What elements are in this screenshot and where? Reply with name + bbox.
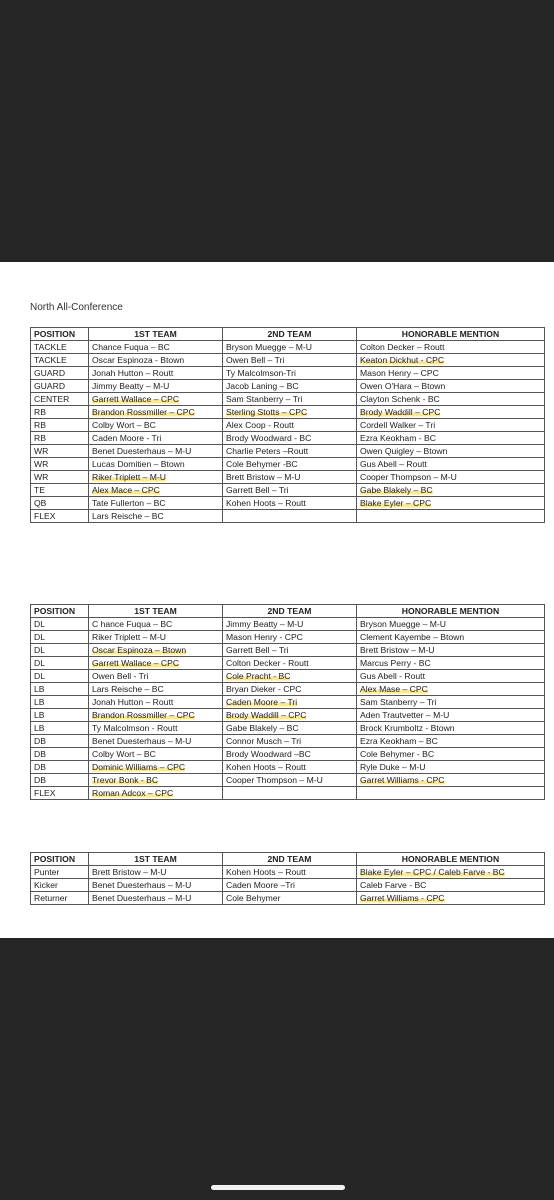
cell-text: DB [34, 736, 46, 746]
header-row [31, 328, 545, 341]
second-team-cell [223, 657, 357, 670]
table-row [31, 774, 545, 787]
cell-text: Charlie Peters –Routt [226, 446, 309, 456]
table-row [31, 644, 545, 657]
header-first-team: 1ST TEAM [89, 605, 223, 618]
position-cell [31, 393, 89, 406]
position-cell [31, 670, 89, 683]
cell-text: LB [34, 710, 45, 720]
cell-text: Ty Malcolmson - Routt [92, 723, 178, 733]
table-row [31, 722, 545, 735]
second-team-cell [223, 618, 357, 631]
cell-text: Clement Kayembe – Btown [360, 632, 465, 642]
cell-text: Blake Eyler – CPC [360, 498, 432, 508]
cell-text: Caden Moore – Tri [226, 697, 298, 707]
first-team-cell [89, 484, 223, 497]
table-row [31, 787, 545, 800]
cell-text: RB [34, 407, 46, 417]
position-cell [31, 722, 89, 735]
table-row [31, 761, 545, 774]
header-second-team: 2ND TEAM [223, 328, 357, 341]
cell-text: Brett Bristow – M-U [360, 645, 435, 655]
cell-text: RB [34, 433, 46, 443]
honorable-mention-cell [357, 484, 545, 497]
cell-text: DL [34, 632, 45, 642]
cell-text: Benet Duesterhaus – M-U [92, 446, 192, 456]
honorable-mention-cell [357, 497, 545, 510]
cell-text: Oscar Espinoza – Btown [92, 645, 187, 655]
honorable-mention-cell [357, 735, 545, 748]
second-team-cell [223, 644, 357, 657]
position-cell [31, 787, 89, 800]
second-team-cell [223, 696, 357, 709]
honorable-mention-cell [357, 510, 545, 523]
honorable-mention-cell [357, 748, 545, 761]
second-team-cell [223, 419, 357, 432]
table-row [31, 406, 545, 419]
cell-text: Garret Williams - CPC [360, 893, 445, 903]
cell-text: Gus Abell - Routt [360, 671, 425, 681]
position-cell [31, 406, 89, 419]
second-team-cell [223, 497, 357, 510]
cell-text: Gabe Blakely – BC [226, 723, 299, 733]
position-cell [31, 471, 89, 484]
cell-text: TACKLE [34, 342, 67, 352]
honorable-mention-cell [357, 445, 545, 458]
first-team-cell [89, 432, 223, 445]
second-team-cell [223, 787, 357, 800]
first-team-cell [89, 657, 223, 670]
table-row [31, 510, 545, 523]
honorable-mention-cell [357, 879, 545, 892]
cell-text: Colton Decker - Routt [226, 658, 309, 668]
first-team-cell [89, 761, 223, 774]
cell-text: Chance Fuqua – BC [92, 342, 170, 352]
cell-text: Riker Triplett – M-U [92, 472, 167, 482]
table-row [31, 367, 545, 380]
first-team-cell [89, 497, 223, 510]
table-row [31, 419, 545, 432]
cell-text: Cordell Walker – Tri [360, 420, 436, 430]
position-cell [31, 497, 89, 510]
first-team-cell [89, 354, 223, 367]
first-team-cell [89, 393, 223, 406]
second-team-cell [223, 458, 357, 471]
header-position: POSITION [31, 328, 89, 341]
first-team-cell [89, 341, 223, 354]
cell-text: Brody Woodward –BC [226, 749, 311, 759]
table-row [31, 735, 545, 748]
cell-text: Owen Quigley – Btown [360, 446, 448, 456]
cell-text: Colby Wort – BC [92, 749, 156, 759]
cell-text: Lars Reische – BC [92, 684, 164, 694]
position-cell [31, 419, 89, 432]
table-row [31, 657, 545, 670]
cell-text: Ezra Keokham – BC [360, 736, 438, 746]
cell-text: Gabe Blakely – BC [360, 485, 433, 495]
cell-text: Jonah Hutton – Routt [92, 368, 174, 378]
cell-text: CENTER [34, 394, 70, 404]
cell-text: Benet Duesterhaus – M-U [92, 880, 192, 890]
cell-text: LB [34, 684, 45, 694]
cell-text: Returner [34, 893, 68, 903]
first-team-cell [89, 644, 223, 657]
header-honorable-mention: HONORABLE MENTION [357, 605, 545, 618]
second-team-cell [223, 510, 357, 523]
cell-text: Benet Duesterhaus – M-U [92, 893, 192, 903]
cell-text: Garrett Wallace – CPC [92, 394, 180, 404]
second-team-cell [223, 866, 357, 879]
cell-text: Sam Stanberry – Tri [360, 697, 437, 707]
table-row [31, 892, 545, 905]
honorable-mention-cell [357, 432, 545, 445]
table-row [31, 380, 545, 393]
header-position: POSITION [31, 853, 89, 866]
cell-text: Mason Henry – CPC [360, 368, 439, 378]
cell-text: Bryan Dieker - CPC [226, 684, 302, 694]
cell-text: Oscar Espinoza - Btown [92, 355, 185, 365]
honorable-mention-cell [357, 866, 545, 879]
cell-text: Brody Waddill – CPC [226, 710, 307, 720]
cell-text: Jimmy Beatty – M-U [226, 619, 304, 629]
cell-text: Caden Moore - Tri [92, 433, 162, 443]
first-team-cell [89, 367, 223, 380]
cell-text: Punter [34, 867, 60, 877]
cell-text: Colton Decker – Routt [360, 342, 445, 352]
cell-text: WR [34, 446, 49, 456]
table-row [31, 670, 545, 683]
defense-table [30, 604, 545, 800]
cell-text: Ezra Keokham - BC [360, 433, 436, 443]
position-cell [31, 380, 89, 393]
cell-text: LB [34, 723, 45, 733]
first-team-cell [89, 458, 223, 471]
cell-text: Garrett Bell – Tri [226, 645, 289, 655]
cell-text: Dominic Williams – CPC [92, 762, 186, 772]
honorable-mention-cell [357, 696, 545, 709]
header-second-team: 2ND TEAM [223, 853, 357, 866]
position-cell [31, 432, 89, 445]
honorable-mention-cell [357, 709, 545, 722]
header-first-team: 1ST TEAM [89, 853, 223, 866]
honorable-mention-cell [357, 618, 545, 631]
table-row [31, 709, 545, 722]
position-cell [31, 631, 89, 644]
cell-text: Kohen Hoots – Routt [226, 498, 306, 508]
table-row [31, 748, 545, 761]
cell-text: FLEX [34, 788, 56, 798]
cell-text: Brody Waddill – CPC [360, 407, 441, 417]
header-row [31, 853, 545, 866]
honorable-mention-cell [357, 380, 545, 393]
cell-text: Garrett Bell – Tri [226, 485, 289, 495]
cell-text: Brett Bristow – M-U [226, 472, 301, 482]
cell-text: Jacob Laning – BC [226, 381, 299, 391]
cell-text: Bryson Muegge – M-U [360, 619, 446, 629]
honorable-mention-cell [357, 367, 545, 380]
honorable-mention-cell [357, 657, 545, 670]
first-team-cell [89, 618, 223, 631]
first-team-cell [89, 722, 223, 735]
second-team-cell [223, 774, 357, 787]
cell-text: Alex Coop - Routt [226, 420, 294, 430]
header-first-team: 1ST TEAM [89, 328, 223, 341]
position-cell [31, 354, 89, 367]
second-team-cell [223, 367, 357, 380]
second-team-cell [223, 484, 357, 497]
cell-text: Cole Behymer -BC [226, 459, 298, 469]
cell-text: GUARD [34, 368, 66, 378]
cell-text: Keaton Dickhut - CPC [360, 355, 445, 365]
cell-text: Owen Bell - Tri [92, 671, 149, 681]
cell-text: Cooper Thompson – M-U [360, 472, 457, 482]
position-cell [31, 644, 89, 657]
table-row [31, 354, 545, 367]
cell-text: Kohen Hoots – Routt [226, 867, 306, 877]
document-page [0, 262, 554, 938]
position-cell [31, 484, 89, 497]
table-row [31, 445, 545, 458]
cell-text: Garrett Wallace – CPC [92, 658, 180, 668]
honorable-mention-cell [357, 761, 545, 774]
cell-text: Garret Williams - CPC [360, 775, 445, 785]
first-team-cell [89, 709, 223, 722]
position-cell [31, 709, 89, 722]
table-row [31, 458, 545, 471]
cell-text: Lucas Domitien – Btown [92, 459, 185, 469]
cell-text: WR [34, 459, 49, 469]
bottom-bar [0, 1180, 554, 1200]
cell-text: Riker Triplett – M-U [92, 632, 167, 642]
honorable-mention-cell [357, 774, 545, 787]
first-team-cell [89, 631, 223, 644]
position-cell [31, 735, 89, 748]
second-team-cell [223, 380, 357, 393]
second-team-cell [223, 406, 357, 419]
position-cell [31, 367, 89, 380]
cell-text: Bryson Muegge – M-U [226, 342, 312, 352]
header-honorable-mention: HONORABLE MENTION [357, 853, 545, 866]
document-title: North All-Conference [30, 302, 123, 313]
second-team-cell [223, 432, 357, 445]
cell-text: Mason Henry - CPC [226, 632, 303, 642]
position-cell [31, 341, 89, 354]
table-row [31, 432, 545, 445]
first-team-cell [89, 419, 223, 432]
table-row [31, 683, 545, 696]
header-honorable-mention: HONORABLE MENTION [357, 328, 545, 341]
cell-text: Caden Moore –Tri [226, 880, 295, 890]
position-cell [31, 657, 89, 670]
cell-text: Kohen Hoots – Routt [226, 762, 306, 772]
table-row [31, 497, 545, 510]
position-cell [31, 510, 89, 523]
cell-text: QB [34, 498, 47, 508]
position-cell [31, 683, 89, 696]
cell-text: GUARD [34, 381, 66, 391]
cell-text: Blake Eyler – CPC / Caleb Farve - BC [360, 867, 505, 877]
table-row [31, 879, 545, 892]
first-team-cell [89, 748, 223, 761]
honorable-mention-cell [357, 354, 545, 367]
honorable-mention-cell [357, 670, 545, 683]
cell-text: Alex Mace – CPC [92, 485, 160, 495]
first-team-cell [89, 696, 223, 709]
first-team-cell [89, 670, 223, 683]
second-team-cell [223, 683, 357, 696]
cell-text: Brandon Rossmiller – CPC [92, 710, 195, 720]
second-team-cell [223, 879, 357, 892]
cell-text: FLEX [34, 511, 56, 521]
cell-text: TACKLE [34, 355, 67, 365]
cell-text: Kicker [34, 880, 58, 890]
honorable-mention-cell [357, 644, 545, 657]
honorable-mention-cell [357, 406, 545, 419]
cell-text: Cole Behymer - BC [360, 749, 435, 759]
cell-text: Brock Krumboltz - Btown [360, 723, 455, 733]
offense-table [30, 327, 545, 523]
table-row [31, 866, 545, 879]
cell-text: Ryle Duke – M-U [360, 762, 426, 772]
honorable-mention-cell [357, 471, 545, 484]
position-cell [31, 879, 89, 892]
cell-text: Caleb Farve - BC [360, 880, 427, 890]
honorable-mention-cell [357, 631, 545, 644]
cell-text: Brandon Rossmiller – CPC [92, 407, 195, 417]
second-team-cell [223, 709, 357, 722]
table-row [31, 696, 545, 709]
second-team-cell [223, 892, 357, 905]
position-cell [31, 696, 89, 709]
cell-text: Clayton Schenk - BC [360, 394, 440, 404]
honorable-mention-cell [357, 419, 545, 432]
table-row [31, 631, 545, 644]
cell-text: Owen O'Hara – Btown [360, 381, 446, 391]
cell-text: Marcus Perry - BC [360, 658, 431, 668]
honorable-mention-cell [357, 722, 545, 735]
first-team-cell [89, 866, 223, 879]
first-team-cell [89, 380, 223, 393]
cell-text: Cole Pracht - BC [226, 671, 291, 681]
header-position: POSITION [31, 605, 89, 618]
second-team-cell [223, 631, 357, 644]
table-row [31, 393, 545, 406]
honorable-mention-cell [357, 787, 545, 800]
cell-text: Colby Wort – BC [92, 420, 156, 430]
second-team-cell [223, 471, 357, 484]
position-cell [31, 866, 89, 879]
cell-text: Sam Stanberry – Tri [226, 394, 303, 404]
first-team-cell [89, 406, 223, 419]
cell-text: Jimmy Beatty – M-U [92, 381, 170, 391]
cell-text: RB [34, 420, 46, 430]
cell-text: Lars Reische – BC [92, 511, 164, 521]
first-team-cell [89, 735, 223, 748]
cell-text: DL [34, 619, 45, 629]
cell-text: Aden Trautvetter – M-U [360, 710, 450, 720]
cell-text: Sterling Stotts – CPC [226, 407, 308, 417]
position-cell [31, 458, 89, 471]
cell-text: Benet Duesterhaus – M-U [92, 736, 192, 746]
home-indicator[interactable] [211, 1185, 345, 1190]
honorable-mention-cell [357, 341, 545, 354]
cell-text: LB [34, 697, 45, 707]
second-team-cell [223, 748, 357, 761]
special-teams-table [30, 852, 545, 905]
table-row [31, 618, 545, 631]
cell-text: DL [34, 658, 45, 668]
cell-text: TE [34, 485, 45, 495]
cell-text: Cole Behymer [226, 893, 281, 903]
cell-text: DL [34, 645, 45, 655]
header-second-team: 2ND TEAM [223, 605, 357, 618]
position-cell [31, 445, 89, 458]
first-team-cell [89, 892, 223, 905]
second-team-cell [223, 445, 357, 458]
first-team-cell [89, 445, 223, 458]
table-row [31, 471, 545, 484]
table-row [31, 341, 545, 354]
cell-text: Tate Fullerton – BC [92, 498, 166, 508]
cell-text: Cooper Thompson – M-U [226, 775, 323, 785]
second-team-cell [223, 722, 357, 735]
cell-text: WR [34, 472, 49, 482]
cell-text: DL [34, 671, 45, 681]
second-team-cell [223, 354, 357, 367]
cell-text: Ty Malcolmson-Tri [226, 368, 296, 378]
second-team-cell [223, 341, 357, 354]
first-team-cell [89, 683, 223, 696]
cell-text: C hance Fuqua – BC [92, 619, 173, 629]
cell-text: Roman Adcox – CPC [92, 788, 174, 798]
second-team-cell [223, 393, 357, 406]
first-team-cell [89, 787, 223, 800]
position-cell [31, 892, 89, 905]
cell-text: Connor Musch – Tri [226, 736, 301, 746]
cell-text: Trevor Bonk - BC [92, 775, 159, 785]
first-team-cell [89, 510, 223, 523]
second-team-cell [223, 670, 357, 683]
cell-text: Brett Bristow – M-U [92, 867, 167, 877]
cell-text: Gus Abell – Routt [360, 459, 427, 469]
first-team-cell [89, 879, 223, 892]
header-row [31, 605, 545, 618]
position-cell [31, 774, 89, 787]
cell-text: DB [34, 775, 46, 785]
honorable-mention-cell [357, 393, 545, 406]
first-team-cell [89, 774, 223, 787]
cell-text: Jonah Hutton – Routt [92, 697, 174, 707]
position-cell [31, 748, 89, 761]
table-row [31, 484, 545, 497]
position-cell [31, 618, 89, 631]
cell-text: Owen Bell – Tri [226, 355, 285, 365]
second-team-cell [223, 761, 357, 774]
cell-text: Alex Mase – CPC [360, 684, 428, 694]
second-team-cell [223, 735, 357, 748]
honorable-mention-cell [357, 683, 545, 696]
position-cell [31, 761, 89, 774]
cell-text: Brody Woodward - BC [226, 433, 312, 443]
first-team-cell [89, 471, 223, 484]
honorable-mention-cell [357, 458, 545, 471]
honorable-mention-cell [357, 892, 545, 905]
cell-text: DB [34, 762, 46, 772]
cell-text: DB [34, 749, 46, 759]
